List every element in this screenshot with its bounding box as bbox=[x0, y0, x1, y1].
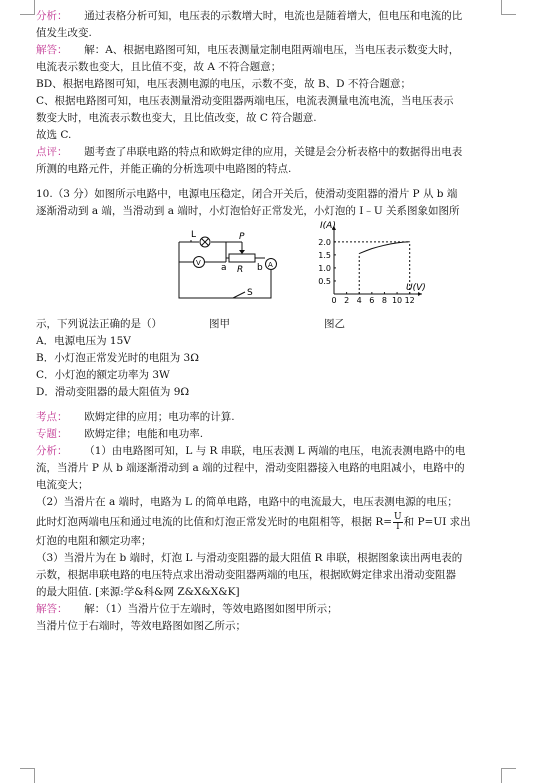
y-tick-label: 1.5 bbox=[318, 250, 331, 260]
text-line: 电流表示数也变大，且比值不变，故 A 不符合题意； bbox=[36, 61, 282, 73]
document-content bbox=[36, 8, 510, 635]
text-line: C、根据电路图可知，电压表测量滑动变阻器两端电压，电流表测量电流电流，当电压表示 bbox=[36, 95, 454, 107]
x-tick-label: 12 bbox=[404, 296, 415, 305]
circuit-diagram bbox=[171, 220, 281, 312]
text: 欧姆定律的应用；电功率的计算. bbox=[84, 411, 235, 423]
text: 解：（1）当滑片位于左端时，等效电路图如图甲所示； bbox=[84, 603, 338, 615]
text-line: （2）当滑片在 a 端时，电路为 L 的简单电路，电路中的电流最大，电压表测电源的电压； bbox=[36, 496, 458, 508]
label-a: a bbox=[221, 263, 227, 273]
label-V: V bbox=[196, 259, 201, 267]
series-line bbox=[359, 242, 410, 254]
label-topic: 考点： bbox=[36, 411, 68, 423]
text-line: 灯泡的电阻和额定功率； bbox=[36, 535, 152, 547]
question-continuation bbox=[36, 316, 510, 333]
caption-figure-2: 图乙 bbox=[324, 318, 345, 330]
label-A: A bbox=[268, 261, 273, 269]
text: 和 P=UI 求出 bbox=[403, 516, 471, 528]
text-line: BD、根据电路图可知，电压表测电源的电压，示数不变，故 B、D 不符合题意； bbox=[36, 78, 411, 90]
label-subject: 专题： bbox=[36, 428, 68, 440]
y-tick-label: 2.0 bbox=[318, 237, 331, 247]
answer-line bbox=[36, 601, 510, 618]
label-analysis: 分析： bbox=[36, 445, 68, 457]
denominator: I bbox=[396, 521, 400, 532]
label-S: S bbox=[247, 288, 253, 298]
option-c: C．小灯泡的额定功率为 3W bbox=[36, 369, 170, 381]
text-line: 所测的电路元件，并能正确的分析选项中电路图的特点. bbox=[36, 163, 292, 175]
answer-line bbox=[36, 42, 510, 59]
text: 通过表格分析可知，电压表的示数增大时，电流也是随着增大，但电压和电流的比 bbox=[84, 10, 463, 22]
question-line: 逐渐滑动到 a 端，当滑动到 a 端时，小灯泡恰好正常发光，小灯泡的 I﹣U 关系图象如图所 bbox=[36, 205, 460, 217]
text-line: 电流变大； bbox=[36, 479, 89, 491]
comment-line bbox=[36, 144, 510, 161]
label-R: R bbox=[237, 265, 244, 275]
text-line: 故选 C. bbox=[36, 129, 72, 141]
text: 题考查了串联电路的特点和欧姆定律的应用，关键是会分析表格中的数据得出电表 bbox=[84, 146, 463, 158]
page-corner-mark bbox=[20, 0, 35, 15]
caption-figure-1: 图甲 bbox=[209, 318, 230, 330]
page-corner-mark bbox=[501, 768, 516, 783]
x-tick-label: 10 bbox=[391, 296, 403, 305]
text-line: 值发生改变. bbox=[36, 27, 92, 39]
topic-line bbox=[36, 409, 510, 426]
x-axis-label: U(V) bbox=[406, 283, 426, 293]
text-line: 示数，根据串联电路的电压特点求出滑动变阻器两端的电压，根据欧姆定律求出滑动变阻器 bbox=[36, 569, 456, 581]
analysis-line bbox=[36, 8, 510, 25]
label-answer: 解答： bbox=[36, 44, 68, 56]
text: 欧姆定律；电能和电功率. bbox=[84, 428, 204, 440]
subject-line bbox=[36, 426, 510, 443]
y-tick-label: 0.5 bbox=[318, 276, 331, 286]
figure-row bbox=[36, 220, 510, 316]
iu-chart bbox=[298, 220, 428, 312]
option-a: A．电源电压为 15V bbox=[36, 335, 131, 347]
text: （1）由电路图可知，L 与 R 串联，电压表测 L 两端的电压，电流表测电路中的电 bbox=[84, 445, 466, 457]
label-answer: 解答： bbox=[36, 603, 68, 615]
x-tick-label: 6 bbox=[369, 296, 375, 305]
text-line: 当滑片位于右端时，等效电路图如图乙所示； bbox=[36, 620, 246, 632]
text: 解：A、根据电路图可知，电压表测量定制电阻两端电压，当电压表示数变大时， bbox=[84, 44, 460, 56]
page-corner-mark bbox=[20, 768, 35, 783]
x-tick-label: 0 bbox=[331, 296, 337, 305]
text-line: （3）当滑片为在 b 端时，灯泡 L 与滑动变阻器的最大阻值 R 串联，根据图象读出两电表的 bbox=[36, 552, 463, 564]
text-line: 流，当滑片 P 从 b 端逐渐滑动到 a 端的过程中，滑动变阻器接入电路的电阻减小，电路中的 bbox=[36, 462, 465, 474]
slider-arrow-icon bbox=[239, 250, 245, 254]
analysis-line bbox=[36, 443, 510, 460]
y-tick-label: 1.0 bbox=[318, 263, 331, 273]
numerator: U bbox=[394, 511, 402, 522]
x-tick-label: 2 bbox=[344, 296, 350, 305]
text-line: 的最大阻值. [来源:学&科&网 Z&X&X&K] bbox=[36, 586, 240, 598]
fraction-u-over-i bbox=[393, 513, 403, 532]
y-axis-label: I(A) bbox=[320, 221, 336, 231]
label-P: P bbox=[239, 232, 245, 242]
question-line: 10.（3 分）如图所示电路中，电源电压稳定，闭合开关后，使滑动变阻器的滑片 P 从 b 端 bbox=[36, 188, 458, 200]
x-tick-label: 8 bbox=[381, 296, 388, 305]
option-d: D．滑动变阻器的最大阻值为 9Ω bbox=[36, 386, 190, 398]
formula-line bbox=[36, 511, 510, 533]
question-line: 示，下列说法正确的是（） bbox=[36, 318, 162, 330]
label-L: L bbox=[191, 230, 197, 240]
x-tick-label: 4 bbox=[356, 296, 362, 305]
text-line: 数变大时，电流表示数也变大，且比值改变，故 C 符合题意. bbox=[36, 112, 317, 124]
label-analysis: 分析： bbox=[36, 10, 68, 22]
label-comment: 点评： bbox=[36, 146, 68, 158]
option-b: B．小灯泡正常发光时的电阻为 3Ω bbox=[36, 352, 199, 364]
label-b: b bbox=[257, 263, 263, 273]
text: 此时灯泡两端电压和通过电流的比值和灯泡正常发光时的电阻相等，根据 R= bbox=[36, 516, 393, 528]
